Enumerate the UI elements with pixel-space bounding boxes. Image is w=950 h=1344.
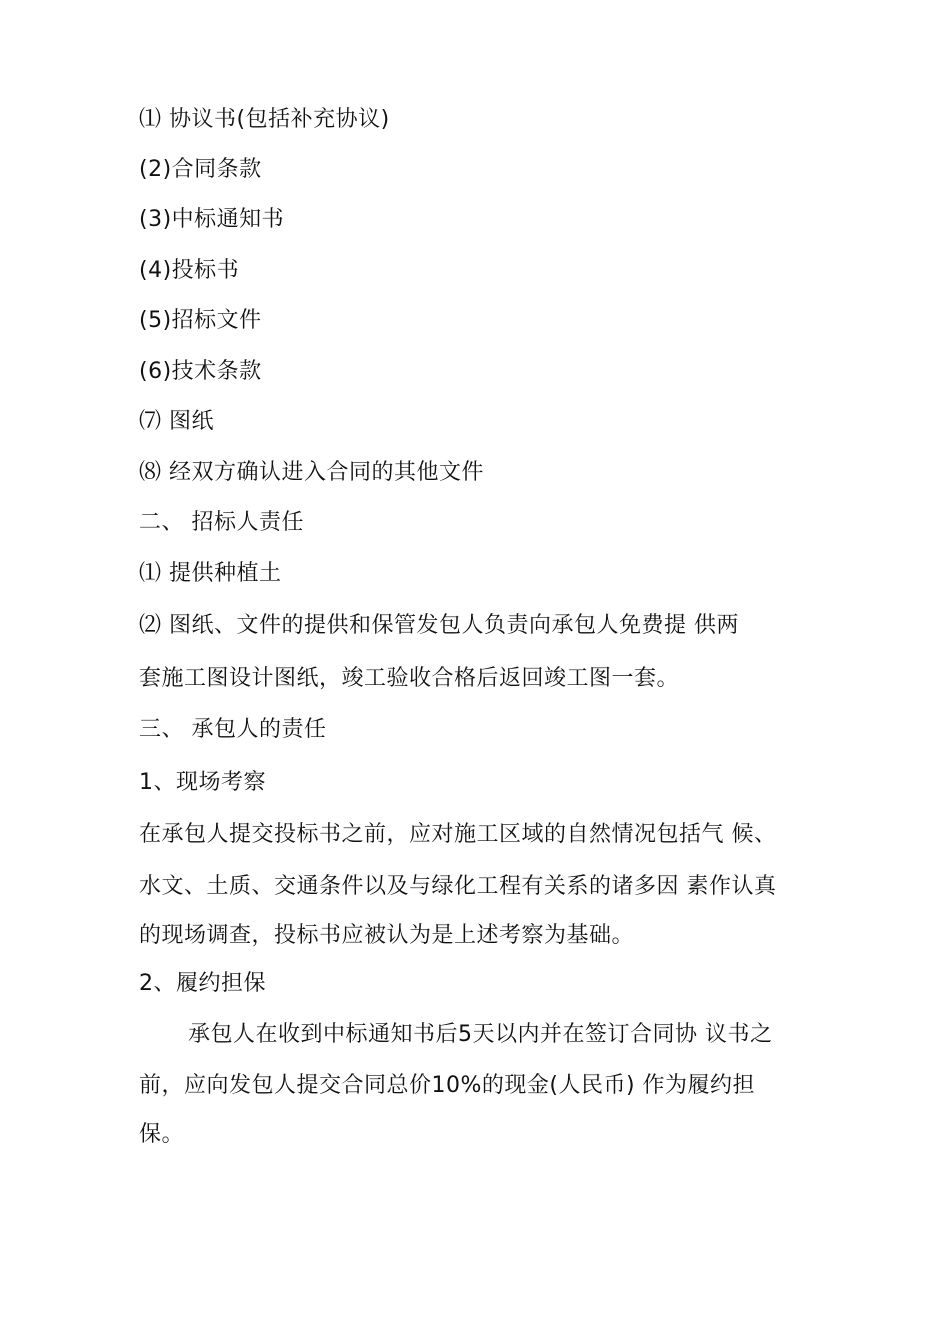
list-item-technical-terms: (6)技术条款 <box>139 359 262 384</box>
subheading-site-inspection: 1、现场考察 <box>139 770 266 795</box>
paragraph-site-inspection-line-1: 在承包人提交投标书之前，应对施工区域的自然情况包括气 候、 <box>139 822 777 847</box>
list-item-bid-document: (4)投标书 <box>139 258 240 283</box>
paragraph-site-inspection-line-3: 的现场调查，投标书应被认为是上述考察为基础。 <box>139 923 635 948</box>
list-item-award-notice: (3)中标通知书 <box>139 207 285 232</box>
paragraph-guarantee-line-2: 前，应向发包人提交合同总价10%的现金(人民币) 作为履约担 <box>139 1073 756 1098</box>
paragraph-drawings-line-1: ⑵ 图纸、文件的提供和保管发包人负责向承包人免费提 供两 <box>139 613 739 638</box>
list-item-tender-files: (5)招标文件 <box>139 308 262 333</box>
list-item-contract-terms: (2)合同条款 <box>139 157 262 182</box>
paragraph-guarantee-line-1: 承包人在收到中标通知书后5天以内并在签订合同协 议书之 <box>188 1022 773 1047</box>
list-item-drawings: ⑺ 图纸 <box>139 409 214 434</box>
list-item-agreement: ⑴ 协议书(包括补充协议) <box>139 107 390 132</box>
paragraph-drawings-line-2: 套施工图设计图纸，竣工验收合格后返回竣工图一套。 <box>139 666 680 691</box>
section-heading-contractor-responsibility: 三、 承包人的责任 <box>139 717 327 742</box>
paragraph-guarantee-line-3: 保。 <box>139 1122 185 1147</box>
list-item-planting-soil: ⑴ 提供种植土 <box>139 561 282 586</box>
paragraph-site-inspection-line-2: 水文、土质、交通条件以及与绿化工程有关系的诸多因 素作认真 <box>139 874 777 899</box>
list-item-other-files: ⑻ 经双方确认进入合同的其他文件 <box>139 460 484 485</box>
subheading-performance-guarantee: 2、履约担保 <box>139 971 266 996</box>
section-heading-tenderer-responsibility: 二、 招标人责任 <box>139 510 304 535</box>
